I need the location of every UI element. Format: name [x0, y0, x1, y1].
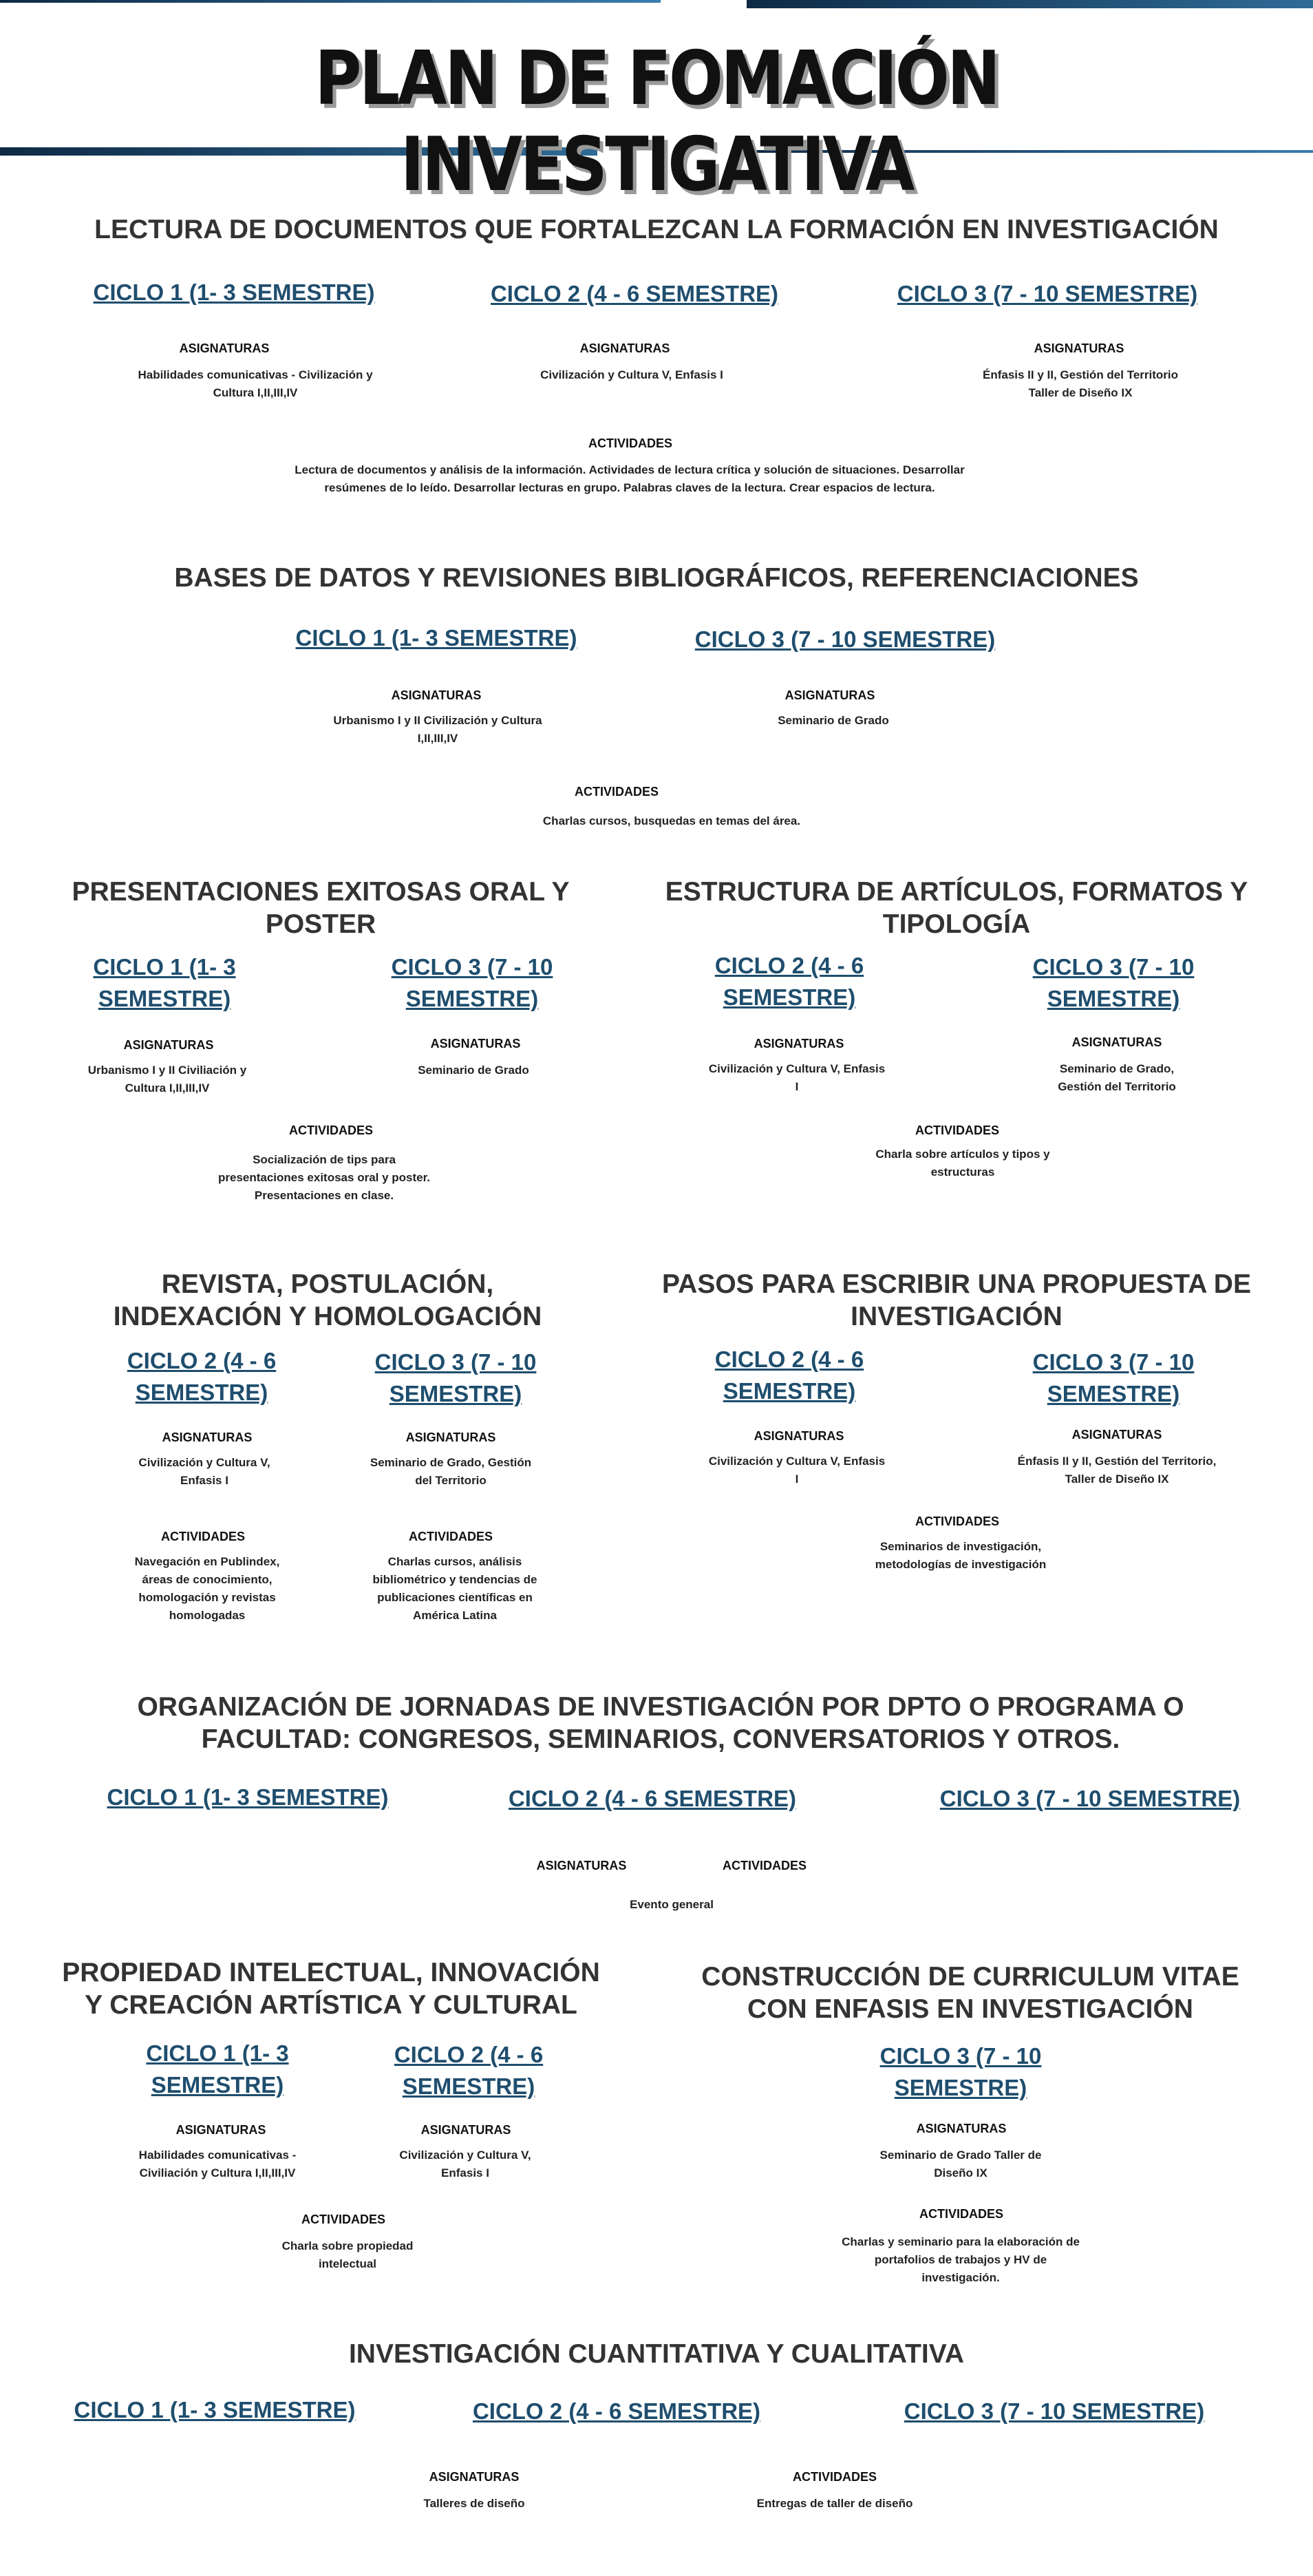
cycle-3-heading: CICLO 3 (7 - 10 SEMESTRE) — [939, 1786, 1241, 1811]
activities-label: ACTIVIDADES — [915, 1514, 999, 1528]
cycle-3-heading: CICLO 3 (7 - 10 SEMESTRE) — [904, 2398, 1205, 2424]
subjects-label: ASIGNATURAS — [579, 341, 670, 355]
subjects-label: ASIGNATURAS — [754, 1037, 844, 1051]
cycle-1-heading: CICLO 1 (1- 3 SEMESTRE) — [93, 279, 375, 305]
activities-text: Charlas cursos, busquedas en temas del área. — [542, 814, 801, 827]
subjects-label: ASIGNATURAS — [536, 1859, 627, 1872]
cycle-2-heading: CICLO 2 (4 - 6 SEMESTRE) — [508, 1786, 797, 1811]
subjects-text: Habilidades comunicativas - Civiliación y Cultura I,II,III,IV — [138, 2149, 297, 2179]
subjects-text: Civilización y Cultura V, Enfasis I — [540, 368, 723, 381]
activities-label: ACTIVIDADES — [588, 436, 672, 450]
activities-label: ACTIVIDADES — [919, 2207, 1003, 2221]
subjects-label: ASIGNATURAS — [175, 2123, 266, 2137]
activities-label: ACTIVIDADES — [722, 1859, 807, 1872]
subjects-label: ASIGNATURAS — [123, 1038, 214, 1052]
subjects-label: ASIGNATURAS — [1034, 341, 1124, 355]
cycle-3-heading: CICLO 3 (7 - 10 SEMESTRE) — [374, 1349, 537, 1406]
subjects-text: Seminario de Grado, Gestión del Territorio — [370, 1456, 532, 1487]
activities-label: ACTIVIDADES — [574, 785, 659, 799]
subjects-text: Habilidades comunicativas - Civilización y Cultura I,II,III,IV — [138, 368, 373, 399]
activities-text: Charlas cursos, análisis bibliométrico y tendencias de publicaciones científicas en América Latina — [372, 1555, 537, 1622]
cycle-2-heading: CICLO 2 (4 - 6 SEMESTRE) — [394, 2042, 544, 2099]
subjects-text: Énfasis II y II, Gestión del Territorio, Taller de Diseño IX — [1017, 1455, 1217, 1486]
section-title: ORGANIZACIÓN DE JORNADAS DE INVESTIGACIÓN POR DPTO O PROGRAMA O FACULTAD: CONGRESOS, SEMINARIOS, CONVERSATORIOS Y OTROS. — [137, 1692, 1184, 1754]
subjects-text: Talleres de diseño — [423, 2497, 525, 2510]
cycle-3-heading: CICLO 3 (7 - 10 SEMESTRE) — [897, 281, 1198, 306]
activities-text: Charla sobre propiedad intelectual — [281, 2239, 414, 2270]
subjects-label: ASIGNATURAS — [754, 1429, 844, 1443]
cycle-2-heading: CICLO 2 (4 - 6 SEMESTRE) — [714, 953, 864, 1010]
subjects-label: ASIGNATURAS — [162, 1430, 253, 1444]
subjects-label: ASIGNATURAS — [1071, 1428, 1162, 1442]
cycle-1-heading: CICLO 1 (1- 3 SEMESTRE) — [74, 2397, 356, 2422]
cycle-2-heading: CICLO 2 (4 - 6 SEMESTRE) — [714, 1347, 864, 1404]
section-title: PRESENTACIONES EXITOSAS ORAL Y POSTER — [72, 877, 570, 939]
subjects-label: ASIGNATURAS — [179, 341, 270, 355]
subjects-label: ASIGNATURAS — [430, 1037, 521, 1051]
subjects-label: ASIGNATURAS — [784, 688, 875, 702]
subjects-text: Seminario de Grado, Gestión del Territorio — [1058, 1062, 1176, 1093]
section-title: PASOS PARA ESCRIBIR UNA PROPUESTA DE INVESTIGACIÓN — [662, 1269, 1251, 1331]
activities-text: Seminarios de investigación, metodologías de investigación — [875, 1540, 1047, 1571]
activities-text: Socialización de tips para presentaciones exitosas oral y poster. Presentaciones en clase. — [217, 1153, 431, 1202]
activities-text: Evento general — [630, 1898, 714, 1911]
subjects-text: Civilización y Cultura V, Enfasis I — [138, 1456, 270, 1487]
cycle-3-heading: CICLO 3 (7 - 10 SEMESTRE) — [1032, 954, 1195, 1011]
cycle-3-heading: CICLO 3 (7 - 10 SEMESTRE) — [879, 2043, 1042, 2100]
subjects-text: Seminario de Grado — [418, 1064, 529, 1077]
section-title: REVISTA, POSTULACIÓN, INDEXACIÓN Y HOMOLOGACIÓN — [113, 1269, 542, 1331]
page-title: PLAN DE FOMACIÓN INVESTIGATIVA — [314, 36, 999, 208]
subjects-text: Énfasis II y II, Gestión del Territorio Taller de Diseño IX — [982, 368, 1179, 399]
subjects-text: Civilización y Cultura V, Enfasis I — [708, 1062, 886, 1093]
cycle-2-heading: CICLO 2 (4 - 6 SEMESTRE) — [472, 2398, 761, 2424]
subjects-label: ASIGNATURAS — [916, 2122, 1007, 2135]
activities-label: ACTIVIDADES — [408, 1530, 493, 1543]
activities-text: Entregas de taller de diseño — [756, 2497, 913, 2510]
cycle-3-heading: CICLO 3 (7 - 10 SEMESTRE) — [1032, 1349, 1195, 1406]
activities-text: Lectura de documentos y análisis de la información. Actividades de lectura crítica y solución de situaciones. Desarrollar resúmenes de lo leído. Desarrollar lecturas en grupo. Palabras claves de la lectura. Crear espacios de lectura. — [295, 463, 965, 494]
subjects-text: Civilización y Cultura V, Enfasis I — [399, 2149, 531, 2179]
activities-text: Charlas y seminario para la elaboración de portafolios de trabajos y HV de investigación. — [842, 2235, 1080, 2284]
section-title: INVESTIGACIÓN CUANTITATIVA Y CUALITATIVA — [348, 2339, 965, 2369]
activities-label: ACTIVIDADES — [160, 1530, 245, 1543]
subjects-label: ASIGNATURAS — [391, 688, 482, 702]
subjects-text: Urbanismo I y II Civiliación y Cultura I,II,III,IV — [87, 1064, 247, 1095]
section-title: ESTRUCTURA DE ARTÍCULOS, FORMATOS Y TIPOLOGÍA — [665, 877, 1248, 939]
subjects-text: Seminario de Grado Taller de Diseño IX — [879, 2149, 1042, 2179]
cycle-1-heading: CICLO 1 (1- 3 SEMESTRE) — [146, 2040, 289, 2098]
section-title: BASES DE DATOS Y REVISIONES BIBLIOGRÁFICOS, REFERENCIACIONES — [174, 563, 1139, 593]
subjects-label: ASIGNATURAS — [420, 2123, 511, 2137]
section-title: CONSTRUCCIÓN DE CURRICULUM VITAE CON ENFASIS EN INVESTIGACIÓN — [701, 1962, 1239, 2024]
activities-label: ACTIVIDADES — [915, 1123, 999, 1137]
cycle-1-heading: CICLO 1 (1- 3 SEMESTRE) — [93, 954, 236, 1011]
cycle-2-heading: CICLO 2 (4 - 6 SEMESTRE) — [127, 1348, 277, 1405]
cycle-2-heading: CICLO 2 (4 - 6 SEMESTRE) — [490, 281, 779, 306]
activities-label: ACTIVIDADES — [301, 2213, 385, 2226]
subjects-label: ASIGNATURAS — [405, 1430, 496, 1444]
cycle-1-heading: CICLO 1 (1- 3 SEMESTRE) — [295, 625, 577, 651]
activities-label: ACTIVIDADES — [288, 1123, 373, 1137]
top-right-bar — [747, 0, 1313, 8]
section-title: LECTURA DE DOCUMENTOS QUE FORTALEZCAN LA FORMACIÓN EN INVESTIGACIÓN — [94, 215, 1219, 244]
top-left-rule — [0, 0, 661, 3]
subjects-text: Civilización y Cultura V, Enfasis I — [708, 1455, 886, 1486]
activities-text: Charla sobre artículos y tipos y estructuras — [875, 1148, 1050, 1179]
subjects-label: ASIGNATURAS — [1071, 1035, 1162, 1049]
section-title: PROPIEDAD INTELECTUAL, INNOVACIÓN Y CREACIÓN ARTÍSTICA Y CULTURAL — [62, 1958, 600, 2020]
cycle-3-heading: CICLO 3 (7 - 10 SEMESTRE) — [391, 954, 553, 1011]
subjects-text: Seminario de Grado — [778, 714, 889, 727]
activities-text: Navegación en Publindex, áreas de conocimiento, homologación y revistas homologadas — [134, 1555, 280, 1622]
cycle-1-heading: CICLO 1 (1- 3 SEMESTRE) — [107, 1784, 389, 1810]
subjects-label: ASIGNATURAS — [429, 2470, 520, 2484]
activities-label: ACTIVIDADES — [792, 2470, 877, 2484]
cycle-3-heading: CICLO 3 (7 - 10 SEMESTRE) — [694, 626, 996, 652]
subjects-text: Urbanismo I y II Civilización y Cultura I,II,III,IV — [333, 714, 542, 745]
